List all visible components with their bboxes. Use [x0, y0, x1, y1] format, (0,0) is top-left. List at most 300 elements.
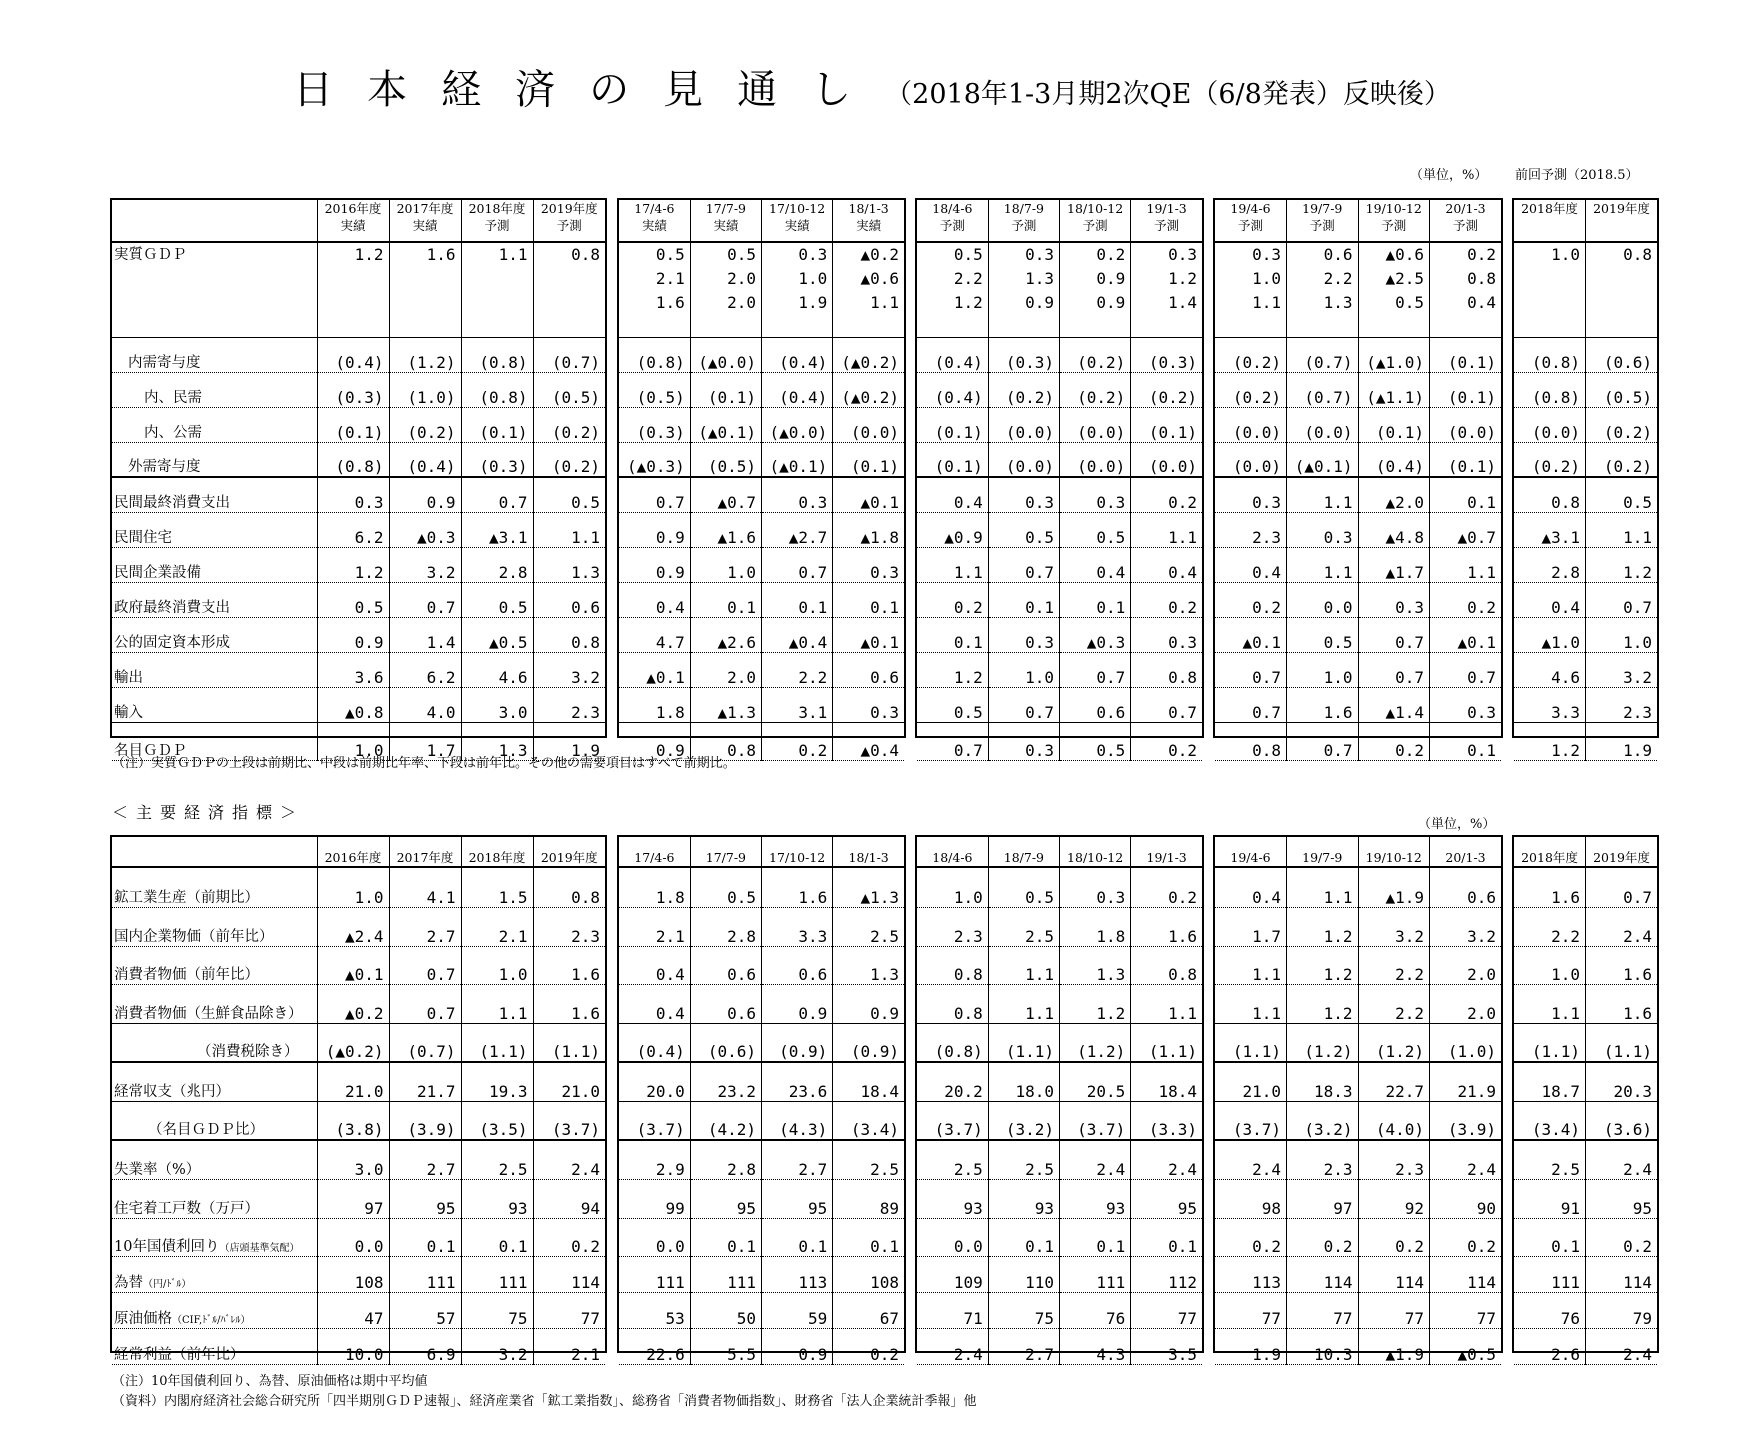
- table-cell: 0.7: [1586, 582, 1658, 617]
- table-cell: 1.0: [917, 867, 988, 907]
- table-cell: 76: [1060, 1292, 1131, 1328]
- table-cell: 0.3: [1358, 582, 1430, 617]
- table-cell: 3.2: [461, 1328, 533, 1364]
- gdp-value: ▲0.6: [1385, 245, 1424, 264]
- table-cell: 1.3: [461, 722, 533, 760]
- table-row: [619, 512, 904, 547]
- column-header: [690, 200, 761, 242]
- table-cell: (0.0): [833, 407, 904, 442]
- table-cell: (3.6): [1586, 1101, 1658, 1140]
- table-cell: 0.9: [317, 617, 389, 652]
- column-header-period: 2019年度: [540, 201, 598, 216]
- column-header-type: [1586, 217, 1657, 234]
- row-label: [112, 477, 317, 512]
- table-row: [619, 652, 904, 687]
- table-row: [619, 372, 904, 407]
- table-cell: 1.5: [461, 867, 533, 907]
- column-header-period: 17/10-12: [769, 201, 826, 216]
- table-cell: (3.7): [917, 1101, 988, 1140]
- table-cell: (0.8): [461, 372, 533, 407]
- table-cell: 0.2: [1358, 1218, 1430, 1256]
- table-cell: (0.2): [1215, 372, 1287, 407]
- table-cell: 0.8: [917, 946, 988, 984]
- table-row: [1215, 867, 1501, 907]
- table-row: [1215, 1218, 1501, 1256]
- column-header: 2016年度: [317, 837, 389, 867]
- table-row: [619, 547, 904, 582]
- table-row: [619, 1101, 904, 1140]
- row-label-text: 内需寄与度: [128, 354, 201, 371]
- table-cell: (▲0.3): [619, 442, 690, 477]
- table-cell: 2.4: [1586, 1140, 1658, 1179]
- table-cell: 1.6: [1131, 907, 1202, 946]
- column-header-period: 20/1-3: [1445, 201, 1486, 216]
- table-cell: 1.0: [317, 722, 389, 760]
- table-row: [112, 1062, 605, 1101]
- table-row: [112, 442, 605, 477]
- table-cell: 1.6: [533, 984, 605, 1023]
- gdp-value: 0.3: [1025, 245, 1054, 264]
- table-cell: ▲1.3: [833, 867, 904, 907]
- gdp-value: [318, 291, 384, 315]
- column-header: [533, 200, 605, 242]
- table-cell: ▲1.3: [690, 687, 761, 722]
- table-cell: 2.9: [619, 1140, 690, 1179]
- table-cell: [1287, 242, 1359, 337]
- table-cell: 0.9: [762, 984, 833, 1023]
- table-row: [1514, 984, 1657, 1023]
- table-cell: (1.2): [389, 337, 461, 372]
- table-cell: 20.2: [917, 1062, 988, 1101]
- title-main: 日本経済の見通し: [293, 67, 886, 113]
- table-cell: (0.2): [1060, 337, 1131, 372]
- table-cell: 3.3: [762, 907, 833, 946]
- column-header-period: 2017年度: [396, 201, 454, 216]
- table-cell: 0.2: [533, 1218, 605, 1256]
- table-cell: 92: [1358, 1179, 1430, 1218]
- column-header: 19/7-9: [1287, 837, 1359, 867]
- table-cell: (1.2): [1358, 1023, 1430, 1062]
- table-cell: [917, 242, 988, 337]
- table-row: [917, 442, 1202, 477]
- table-cell: (0.2): [389, 407, 461, 442]
- table-row: [917, 1023, 1202, 1062]
- table-cell: 3.3: [1514, 687, 1586, 722]
- column-header-type: 予測: [484, 218, 510, 233]
- gdp-value: 0.9: [1096, 293, 1126, 312]
- t1-panel-0: [110, 198, 607, 760]
- table-cell: ▲0.1: [1430, 617, 1502, 652]
- table-cell: 1.3: [833, 946, 904, 984]
- table-cell: 2.8: [461, 547, 533, 582]
- table-cell: 111: [389, 1256, 461, 1292]
- column-header: [461, 200, 533, 242]
- table-cell: (0.0): [988, 442, 1059, 477]
- table-cell: ▲0.4: [833, 722, 904, 760]
- table-cell: 1.1: [917, 547, 988, 582]
- table-cell: [1358, 242, 1430, 337]
- table-cell: 1.1: [1215, 984, 1287, 1023]
- t2-panel-3: [1213, 835, 1503, 1364]
- table-cell: 113: [762, 1256, 833, 1292]
- table-cell: 1.9: [1586, 722, 1658, 760]
- table-cell: 0.9: [619, 547, 690, 582]
- table-cell: 0.7: [1586, 867, 1658, 907]
- table-cell: [1514, 242, 1586, 337]
- table-row: [917, 907, 1202, 946]
- table-cell: (3.7): [619, 1101, 690, 1140]
- table-cell: (1.1): [1215, 1023, 1287, 1062]
- table-cell: 0.7: [988, 687, 1059, 722]
- table-cell: ▲0.9: [917, 512, 988, 547]
- table-cell: 98: [1215, 1179, 1287, 1218]
- table-row: [917, 372, 1202, 407]
- row-label: [112, 652, 317, 687]
- table-cell: 6.9: [389, 1328, 461, 1364]
- table-row: [917, 867, 1202, 907]
- table-cell: 0.4: [1514, 582, 1586, 617]
- table-cell: 0.2: [1215, 582, 1287, 617]
- table-cell: 2.3: [1358, 1140, 1430, 1179]
- table-row: [917, 1140, 1202, 1179]
- table-cell: (0.0): [1215, 442, 1287, 477]
- table-cell: (3.2): [1287, 1101, 1359, 1140]
- table-row: [619, 984, 904, 1023]
- table-cell: 93: [1060, 1179, 1131, 1218]
- table-cell: (▲0.2): [317, 1023, 389, 1062]
- table-row: [917, 687, 1202, 722]
- table-cell: 2.4: [1060, 1140, 1131, 1179]
- table-cell: 0.6: [690, 946, 761, 984]
- table-cell: 2.4: [1586, 907, 1658, 946]
- table-cell: [833, 242, 904, 337]
- table-cell: (0.7): [1287, 337, 1359, 372]
- table-cell: 0.6: [1060, 687, 1131, 722]
- table-cell: (▲0.2): [833, 337, 904, 372]
- table-cell: 0.3: [1287, 512, 1359, 547]
- table-row: [1514, 582, 1657, 617]
- table-row: [917, 582, 1202, 617]
- table-cell: 1.8: [619, 867, 690, 907]
- table-cell: 2.8: [1514, 547, 1586, 582]
- column-header: 17/7-9: [690, 837, 761, 867]
- table-cell: ▲2.6: [690, 617, 761, 652]
- table-cell: [1215, 242, 1287, 337]
- table-row: [1215, 512, 1501, 547]
- table-cell: 18.7: [1514, 1062, 1586, 1101]
- table-row: [112, 547, 605, 582]
- row-label-text: （消費税除き）: [197, 1044, 299, 1060]
- gdp-value: [534, 291, 601, 315]
- column-header: [1060, 200, 1131, 242]
- table-cell: (0.3): [988, 337, 1059, 372]
- table-cell: 0.4: [917, 477, 988, 512]
- column-header-type: 予測: [556, 218, 582, 233]
- row-label-text: （名目ＧＤＰ比）: [148, 1122, 264, 1138]
- table-cell: 0.2: [1131, 867, 1202, 907]
- table-cell: 0.8: [1514, 477, 1586, 512]
- table-cell: ▲0.8: [317, 687, 389, 722]
- column-header: 19/1-3: [1131, 837, 1202, 867]
- table-cell: 6.2: [317, 512, 389, 547]
- table-cell: 0.1: [762, 582, 833, 617]
- gdp-value: [1514, 267, 1580, 291]
- row-label-text: 経常収支（兆円）: [114, 1083, 230, 1100]
- table-cell: 2.4: [917, 1328, 988, 1364]
- table-cell: 18.3: [1287, 1062, 1359, 1101]
- table-cell: (0.0): [1215, 407, 1287, 442]
- row-label: [112, 1101, 317, 1140]
- gdp-value: 0.6: [1323, 245, 1353, 264]
- table-cell: ▲0.4: [762, 617, 833, 652]
- table-cell: 89: [833, 1179, 904, 1218]
- table-cell: (0.1): [317, 407, 389, 442]
- row-label-text: 原油価格（CIF,ﾄﾞﾙ/ﾊﾞﾚﾙ）: [114, 1310, 251, 1327]
- gdp-value: 0.8: [571, 245, 600, 264]
- table-cell: 0.4: [1215, 867, 1287, 907]
- table-cell: (1.0): [389, 372, 461, 407]
- column-header: 18/7-9: [988, 837, 1059, 867]
- gdp-value: 1.6: [655, 293, 685, 312]
- table-cell: 10.3: [1287, 1328, 1359, 1364]
- column-header: 2018年度: [461, 837, 533, 867]
- table-cell: (0.2): [533, 407, 605, 442]
- table-row: [619, 1140, 904, 1179]
- table-cell: 2.1: [461, 907, 533, 946]
- table-cell: 0.1: [690, 582, 761, 617]
- table-cell: 1.8: [1060, 907, 1131, 946]
- table-cell: 18.4: [833, 1062, 904, 1101]
- table-cell: 1.2: [1586, 547, 1658, 582]
- table-cell: (0.3): [619, 407, 690, 442]
- table-cell: 95: [389, 1179, 461, 1218]
- table-cell: (0.2): [1586, 442, 1658, 477]
- gdp-value: 1.3: [1323, 293, 1353, 312]
- table-cell: 0.2: [917, 582, 988, 617]
- t2-panel-2: [915, 835, 1204, 1364]
- table-cell: (0.1): [1430, 372, 1502, 407]
- gdp-value: 0.3: [798, 245, 828, 264]
- gdp-value: 0.9: [1096, 269, 1126, 288]
- column-header-period: 2018年度: [1521, 201, 1578, 216]
- table-cell: 75: [461, 1292, 533, 1328]
- table-row: [112, 1256, 605, 1292]
- table-cell: 0.2: [1358, 722, 1430, 760]
- table-cell: 3.2: [1358, 907, 1430, 946]
- table-cell: 0.3: [762, 477, 833, 512]
- t1-panel-2: [915, 198, 1204, 760]
- table-cell: 0.2: [762, 722, 833, 760]
- table-cell: 0.0: [917, 1218, 988, 1256]
- table-cell: (3.2): [988, 1101, 1059, 1140]
- table-row: [1514, 1179, 1657, 1218]
- table-cell: 113: [1215, 1256, 1287, 1292]
- column-header: [762, 200, 833, 242]
- table-row: [917, 1218, 1202, 1256]
- table-cell: (1.2): [1287, 1023, 1359, 1062]
- table-row: [112, 407, 605, 442]
- table-cell: ▲0.2: [317, 984, 389, 1023]
- column-header: 18/1-3: [833, 837, 904, 867]
- table-cell: 0.4: [1215, 547, 1287, 582]
- table-cell: 1.0: [988, 652, 1059, 687]
- table-cell: 0.1: [1430, 722, 1502, 760]
- table-cell: 114: [1358, 1256, 1430, 1292]
- table-row: [112, 1179, 605, 1218]
- table-row: [619, 1062, 904, 1101]
- row-label: [112, 1062, 317, 1101]
- table-cell: 0.8: [533, 867, 605, 907]
- table-row: [1514, 617, 1657, 652]
- column-header: 2018年度: [1514, 837, 1586, 867]
- gdp-value: 0.8: [1467, 269, 1496, 288]
- table-cell: 0.0: [317, 1218, 389, 1256]
- row-label-text: 内、公需: [144, 424, 202, 441]
- table-row: [619, 407, 904, 442]
- column-header-type: 実績: [713, 218, 739, 233]
- table-cell: 0.3: [1215, 477, 1287, 512]
- table-row: [112, 1140, 605, 1179]
- row-label: [112, 1023, 317, 1062]
- column-header: 19/10-12: [1358, 837, 1430, 867]
- table-cell: (▲0.0): [690, 337, 761, 372]
- table-cell: (0.1): [1131, 407, 1202, 442]
- table-cell: 77: [1131, 1292, 1202, 1328]
- table-cell: 0.1: [917, 617, 988, 652]
- table-cell: (0.0): [988, 407, 1059, 442]
- table-cell: ▲2.0: [1358, 477, 1430, 512]
- table-row: [112, 1023, 605, 1062]
- table-cell: 0.7: [762, 547, 833, 582]
- table-cell: 1.1: [1287, 867, 1359, 907]
- table-cell: (0.3): [1131, 337, 1202, 372]
- table-cell: ▲0.7: [1430, 512, 1502, 547]
- table1-note: （注）実質ＧＤＰの上段は前期比、中段は前期比年率、下段は前年比。その他の需要項目はすべて前期比。: [112, 756, 736, 771]
- table-cell: 3.5: [1131, 1328, 1202, 1364]
- gdp-value: 1.9: [798, 293, 828, 312]
- table-cell: 3.0: [317, 1140, 389, 1179]
- table-row: [1514, 867, 1657, 907]
- table-row: [1514, 337, 1657, 372]
- table-row: [1514, 407, 1657, 442]
- table-cell: 0.1: [1131, 1218, 1202, 1256]
- table-cell: 0.7: [389, 946, 461, 984]
- table-cell: 1.6: [1287, 687, 1359, 722]
- table-cell: 6.2: [389, 652, 461, 687]
- table-row: [619, 242, 904, 337]
- table-row: [112, 1292, 605, 1328]
- table-cell: 0.2: [1215, 1218, 1287, 1256]
- table-cell: 1.3: [1060, 946, 1131, 984]
- table-cell: 0.7: [988, 547, 1059, 582]
- table-cell: 5.5: [690, 1328, 761, 1364]
- table-row: [917, 617, 1202, 652]
- row-label-text: 10年国債利回り（店頭基準気配）: [114, 1238, 300, 1255]
- table-cell: 22.7: [1358, 1062, 1430, 1101]
- table-cell: (3.4): [833, 1101, 904, 1140]
- table-row: [619, 687, 904, 722]
- gdp-value: ▲2.5: [1385, 269, 1424, 288]
- table-row: [1514, 547, 1657, 582]
- table-cell: ▲0.3: [1060, 617, 1131, 652]
- table-cell: 1.0: [1287, 652, 1359, 687]
- column-header-type: 実績: [412, 218, 438, 233]
- table-cell: 0.1: [1430, 477, 1502, 512]
- table-cell: 0.5: [1287, 617, 1359, 652]
- table-cell: 0.2: [1586, 1218, 1658, 1256]
- column-header: [833, 200, 904, 242]
- table-cell: 77: [533, 1292, 605, 1328]
- table-row: [112, 477, 605, 512]
- table-cell: 93: [461, 1179, 533, 1218]
- table-cell: 0.9: [833, 984, 904, 1023]
- gdp-value: [1586, 267, 1652, 291]
- table-cell: 2.3: [917, 907, 988, 946]
- table-cell: [619, 242, 690, 337]
- table-cell: 1.1: [1287, 547, 1359, 582]
- t2-panel-4: [1512, 835, 1659, 1364]
- table-cell: 1.4: [389, 617, 461, 652]
- gdp-value: 2.2: [1323, 269, 1353, 288]
- table-cell: 1.6: [1586, 946, 1658, 984]
- table-cell: 0.7: [1430, 652, 1502, 687]
- table-cell: (0.1): [1430, 337, 1502, 372]
- table-row: [917, 1256, 1202, 1292]
- table-cell: 1.0: [1586, 617, 1658, 652]
- column-header: [1586, 200, 1658, 242]
- table-cell: 0.8: [533, 617, 605, 652]
- table-cell: 2.4: [1430, 1140, 1502, 1179]
- table-row: [917, 946, 1202, 984]
- table-cell: 110: [988, 1256, 1059, 1292]
- column-header: 18/4-6: [917, 837, 988, 867]
- table-cell: 0.5: [317, 582, 389, 617]
- column-header-type: 予測: [1237, 218, 1263, 233]
- table-row: [112, 1101, 605, 1140]
- gdp-value: 2.2: [953, 269, 983, 288]
- column-header-period: 19/1-3: [1146, 201, 1187, 216]
- table-cell: ▲0.1: [833, 477, 904, 512]
- table-cell: (0.3): [461, 442, 533, 477]
- table-row: [917, 1292, 1202, 1328]
- table-cell: 22.6: [619, 1328, 690, 1364]
- table-row: [1215, 984, 1501, 1023]
- column-header: [917, 200, 988, 242]
- table-cell: 1.0: [1514, 946, 1586, 984]
- table-cell: 99: [619, 1179, 690, 1218]
- table-cell: 0.7: [619, 477, 690, 512]
- table-cell: 50: [690, 1292, 761, 1328]
- table-cell: 2.8: [690, 907, 761, 946]
- table-cell: 4.7: [619, 617, 690, 652]
- table-cell: 2.0: [1430, 984, 1502, 1023]
- row-label: [112, 1179, 317, 1218]
- table-cell: 0.5: [1060, 512, 1131, 547]
- table-cell: (0.6): [1586, 337, 1658, 372]
- table-cell: ▲1.0: [1514, 617, 1586, 652]
- t2-panel-1: [617, 835, 906, 1364]
- table-cell: 1.0: [690, 547, 761, 582]
- table-cell: 0.4: [619, 946, 690, 984]
- table-cell: 0.7: [1060, 652, 1131, 687]
- table-cell: ▲1.6: [690, 512, 761, 547]
- table-cell: 0.8: [1215, 722, 1287, 760]
- table-cell: ▲3.1: [461, 512, 533, 547]
- table-row: [1215, 547, 1501, 582]
- table-cell: 1.2: [1287, 946, 1359, 984]
- table-cell: 0.9: [619, 722, 690, 760]
- table-cell: (0.5): [690, 442, 761, 477]
